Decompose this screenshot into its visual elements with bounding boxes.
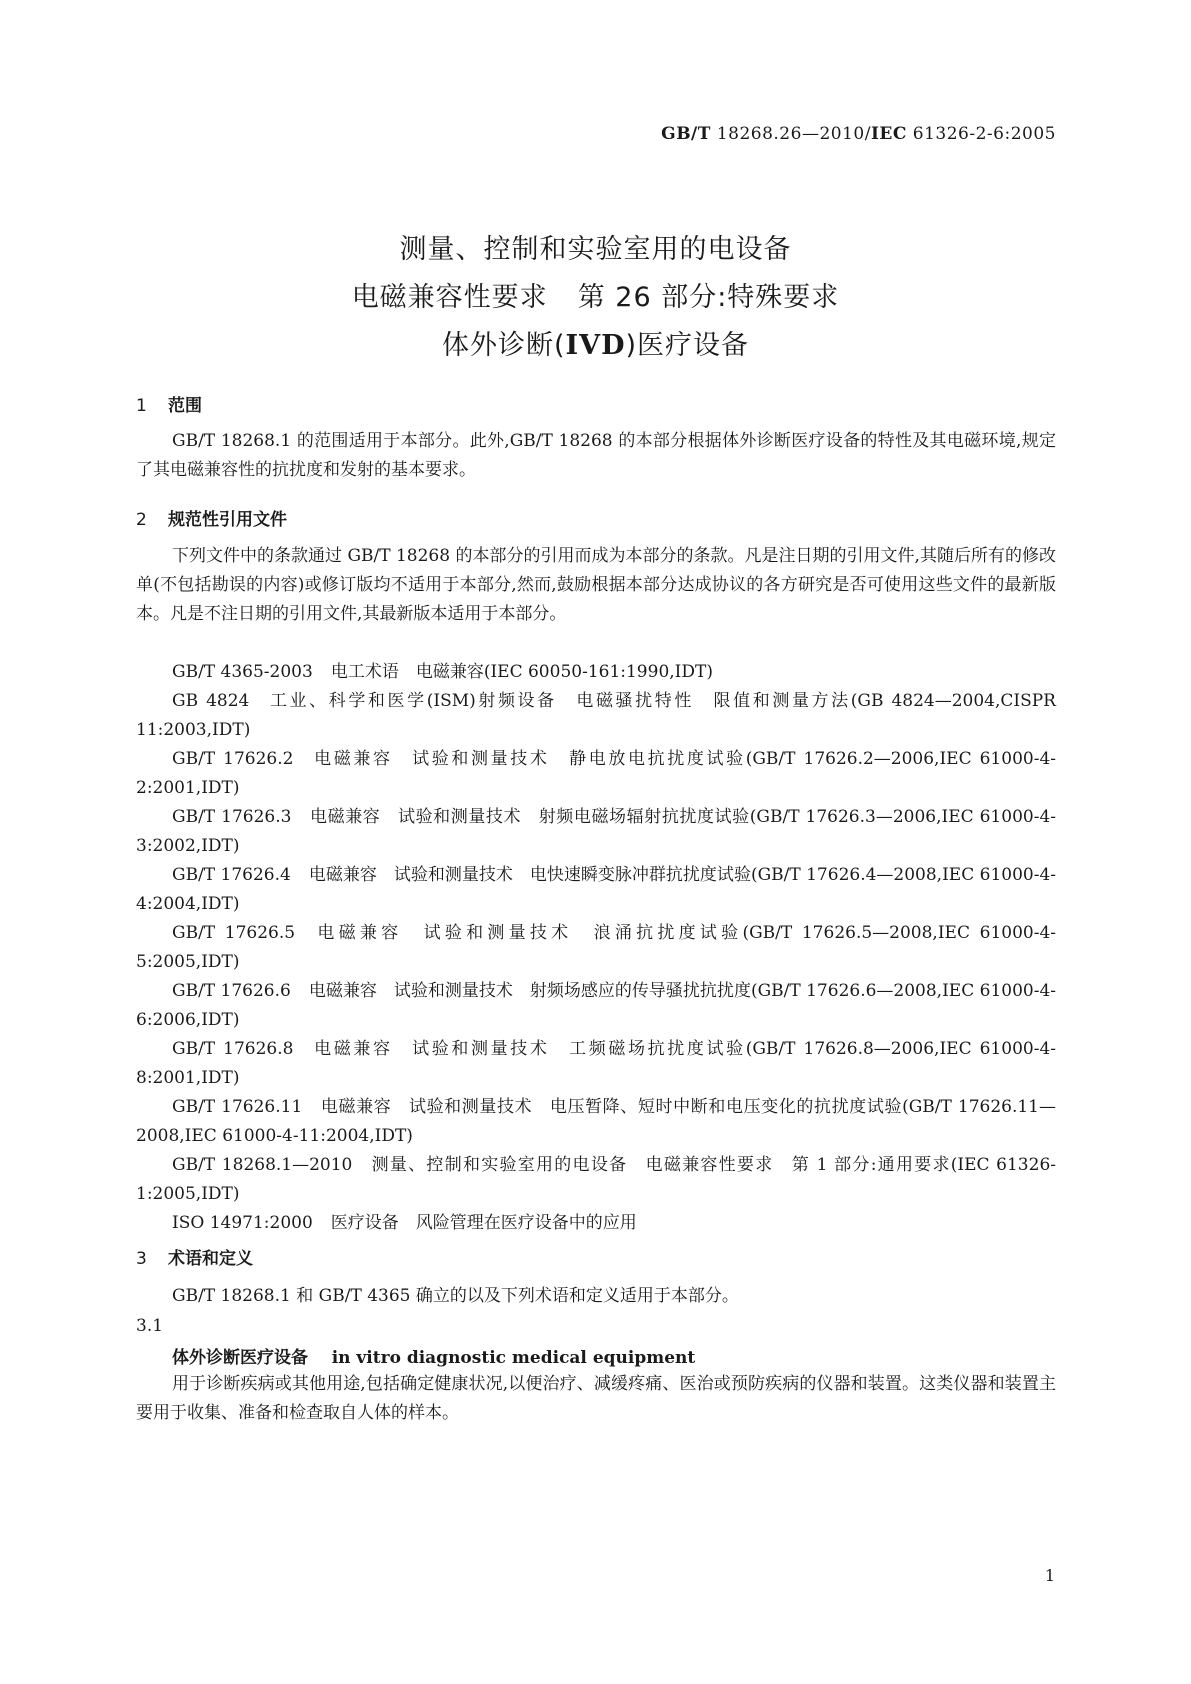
reference-text: 电磁兼容 试验和测量技术 射频电磁场辐射抗扰度试验(GB/T 17626.3—2006,IEC 61000-4-3:2002,IDT)	[136, 807, 1057, 856]
term-3-1-en: in vitro diagnostic medical equipment	[331, 1348, 696, 1368]
reference-item	[136, 1151, 1056, 1209]
term-3-1-title	[172, 1343, 695, 1368]
section-3-title: 术语和定义	[168, 1249, 253, 1269]
title-line-3c: )医疗设备	[625, 330, 750, 361]
title-line-2a: 电磁兼容性要求	[351, 282, 548, 313]
reference-item	[136, 1093, 1056, 1151]
reference-text: 电磁兼容 试验和测量技术 电压暂降、短时中断和电压变化的抗扰度试验(GB/T 17626.11—2008,IEC 61000-4-11:2004,IDT)	[136, 1097, 1056, 1146]
reference-code: GB 4824	[172, 691, 250, 711]
reference-text: 电工术语 电磁兼容(IEC 60050-161:1990,IDT)	[330, 662, 713, 682]
section-1-number: 1	[136, 396, 147, 416]
reference-code: GB/T 4365-2003	[172, 662, 313, 682]
header-iec-number: 61326-2-6:2005	[906, 124, 1056, 144]
term-3-1-number: 3.1	[136, 1316, 164, 1336]
reference-code: GB/T 17626.6	[172, 981, 291, 1001]
reference-text: 电磁兼容 试验和测量技术 静电放电抗扰度试验(GB/T 17626.2—2006,IEC 61000-4-2:2001,IDT)	[136, 749, 1057, 798]
reference-code: GB/T 17626.3	[172, 807, 292, 827]
section-2-title: 规范性引用文件	[168, 510, 287, 530]
reference-item	[136, 658, 1056, 687]
reference-item	[136, 977, 1056, 1035]
term-3-1-zh: 体外诊断医疗设备	[172, 1348, 308, 1368]
reference-item	[136, 803, 1056, 861]
reference-code: GB/T 17626.8	[172, 1039, 294, 1059]
reference-item	[136, 919, 1056, 977]
title-line-3a: 体外诊断(	[441, 330, 566, 361]
reference-code: GB/T 18268.1—2010	[172, 1155, 353, 1175]
header-standard-number: 18268.26—2010/	[710, 124, 871, 144]
reference-code: GB/T 17626.11	[172, 1097, 303, 1117]
reference-text: 医疗设备 风险管理在医疗设备中的应用	[330, 1213, 637, 1233]
document-title	[0, 226, 1191, 370]
reference-item	[136, 1209, 1056, 1238]
title-line-3b: IVD	[565, 330, 626, 361]
title-line-2b: 第 26 部分:特殊要求	[577, 282, 840, 313]
normative-intro-paragraph: 下列文件中的条款通过 GB/T 18268 的本部分的引用而成为本部分的条款。凡是注日期的引用文件,其随后所有的修改单(不包括勘误的内容)或修订版均不适用于本部分,然而,鼓励根据本部分达成协议的各方研究是否可使用这些文件的最新版本。凡是不注日期的引用文件,其最新版本适用于本部分。	[136, 546, 1056, 624]
section-1-heading	[136, 391, 202, 416]
document-code-header	[661, 124, 1056, 144]
section-2-heading	[136, 505, 287, 530]
reference-text: 工业、科学和医学(ISM)射频设备 电磁骚扰特性 限值和测量方法(GB 4824—2004,CISPR 11:2003,IDT)	[136, 691, 1056, 740]
reference-text: 电磁兼容 试验和测量技术 浪涌抗扰度试验(GB/T 17626.5—2008,IEC 61000-4-5:2005,IDT)	[136, 923, 1057, 972]
page-number: 1	[1044, 1566, 1055, 1585]
terms-intro-paragraph: GB/T 18268.1 和 GB/T 4365 确立的以及下列术语和定义适用于本部分。	[172, 1286, 739, 1306]
header-iec-prefix: IEC	[870, 124, 907, 144]
scope-paragraph: GB/T 18268.1 的范围适用于本部分。此外,GB/T 18268 的本部分根据体外诊断医疗设备的特性及其电磁环境,规定了其电磁兼容性的抗扰度和发射的基本要求。	[136, 431, 1056, 480]
reference-item	[136, 861, 1056, 919]
term-3-1-definition: 用于诊断疾病或其他用途,包括确定健康状况,以便治疗、减缓疼痛、医治或预防疾病的仪器和装置。这类仪器和装置主要用于收集、准备和检查取自人体的样本。	[136, 1374, 1056, 1423]
reference-item	[136, 745, 1056, 803]
reference-code: GB/T 17626.5	[172, 923, 296, 943]
reference-text: 电磁兼容 试验和测量技术 射频场感应的传导骚扰抗扰度(GB/T 17626.6—2008,IEC 61000-4-6:2006,IDT)	[136, 981, 1057, 1030]
title-line-2	[0, 274, 1191, 322]
section-3-number: 3	[136, 1249, 147, 1269]
reference-text: 电磁兼容 试验和测量技术 电快速瞬变脉冲群抗扰度试验(GB/T 17626.4—2008,IEC 61000-4-4:2004,IDT)	[136, 865, 1057, 914]
reference-item	[136, 687, 1056, 745]
reference-text: 电磁兼容 试验和测量技术 工频磁场抗扰度试验(GB/T 17626.8—2006,IEC 61000-4-8:2001,IDT)	[136, 1039, 1057, 1088]
header-standard-prefix: GB/T	[661, 124, 711, 144]
reference-code: GB/T 17626.4	[172, 865, 291, 885]
title-line-1: 测量、控制和实验室用的电设备	[399, 234, 792, 265]
section-1-title: 范围	[168, 396, 202, 416]
reference-code: ISO 14971:2000	[172, 1213, 313, 1233]
reference-code: GB/T 17626.2	[172, 749, 294, 769]
section-3-heading	[136, 1244, 253, 1269]
reference-item	[136, 1035, 1056, 1093]
title-line-3	[0, 322, 1191, 370]
section-2-number: 2	[136, 510, 147, 530]
reference-text: 测量、控制和实验室用的电设备 电磁兼容性要求 第 1 部分:通用要求(IEC 61326-1:2005,IDT)	[136, 1155, 1056, 1204]
